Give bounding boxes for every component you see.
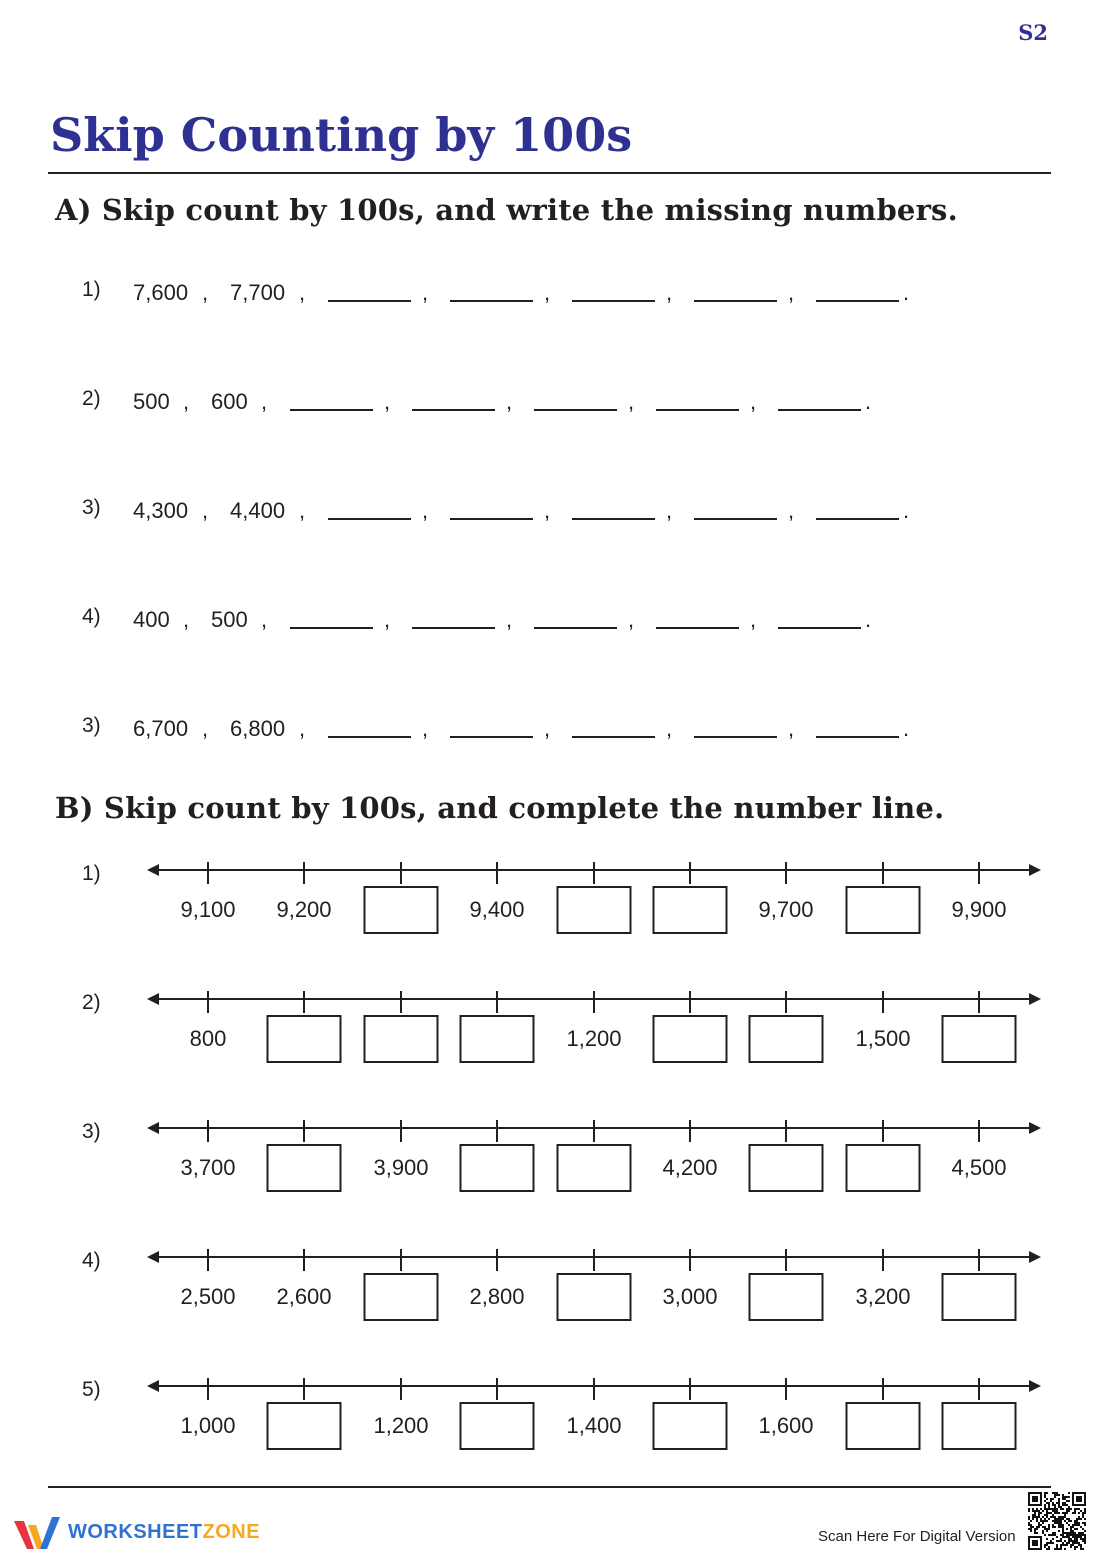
row-number: 2) — [82, 387, 101, 410]
comma-separator: , — [202, 716, 209, 741]
number-label: 2,800 — [469, 1284, 525, 1309]
row-number: 4) — [82, 1249, 101, 1272]
answer-blank[interactable] — [694, 736, 777, 738]
period: . — [865, 607, 872, 632]
arrow-left-icon — [147, 1122, 159, 1134]
comma-separator: , — [299, 498, 306, 523]
sequence-row — [0, 496, 1100, 536]
given-number: 400 — [133, 607, 170, 632]
given-number: 7,600 — [133, 280, 189, 305]
answer-blank[interactable] — [450, 518, 533, 520]
page-code: S2 — [1018, 20, 1048, 45]
given-number: 4,400 — [230, 498, 286, 523]
arrow-left-icon — [147, 993, 159, 1005]
arrow-right-icon — [1029, 1251, 1041, 1263]
answer-box[interactable] — [267, 1402, 342, 1450]
given-number: 600 — [211, 389, 248, 414]
number-label: 1,200 — [566, 1026, 622, 1051]
number-line — [0, 1120, 1100, 1150]
brand-part-1: WORKSHEET — [68, 1521, 203, 1543]
sequence-row — [0, 387, 1100, 427]
answer-blank[interactable] — [328, 736, 411, 738]
answer-blank[interactable] — [450, 736, 533, 738]
number-label: 3,700 — [180, 1155, 236, 1180]
comma-separator: , — [299, 716, 306, 741]
comma-separator: , — [666, 498, 673, 523]
period: . — [903, 498, 910, 523]
answer-blank[interactable] — [778, 409, 861, 411]
answer-box[interactable] — [364, 1015, 439, 1063]
answer-box[interactable] — [942, 1273, 1017, 1321]
comma-separator: , — [788, 280, 795, 305]
answer-blank[interactable] — [816, 736, 899, 738]
answer-blank[interactable] — [572, 518, 655, 520]
number-line — [0, 1378, 1100, 1408]
comma-separator: , — [384, 607, 391, 632]
number-label: 9,700 — [758, 897, 814, 922]
row-number: 1) — [82, 862, 101, 885]
section-b-heading: B) Skip count by 100s, and complete the number line. — [55, 791, 945, 825]
answer-blank[interactable] — [572, 736, 655, 738]
comma-separator: , — [628, 389, 635, 414]
period: . — [903, 280, 910, 305]
comma-separator: , — [666, 716, 673, 741]
arrow-left-icon — [147, 864, 159, 876]
row-number: 3) — [82, 1120, 101, 1143]
number-label: 3,000 — [662, 1284, 718, 1309]
number-line-row — [0, 991, 1100, 1101]
comma-separator: , — [422, 716, 429, 741]
number-label: 9,100 — [180, 897, 236, 922]
answer-box[interactable] — [942, 1402, 1017, 1450]
footer-divider — [48, 1486, 1051, 1488]
number-label: 1,200 — [373, 1413, 429, 1438]
number-label: 9,400 — [469, 897, 525, 922]
comma-separator: , — [544, 280, 551, 305]
comma-separator: , — [788, 716, 795, 741]
number-label: 800 — [189, 1026, 227, 1051]
arrow-right-icon — [1029, 1122, 1041, 1134]
answer-blank[interactable] — [290, 627, 373, 629]
comma-separator: , — [202, 498, 209, 523]
brand-part-2: ZONE — [202, 1521, 261, 1543]
answer-box[interactable] — [653, 1015, 728, 1063]
comma-separator: , — [628, 607, 635, 632]
given-number: 4,300 — [133, 498, 189, 523]
answer-blank[interactable] — [816, 300, 899, 302]
number-label: 1,400 — [566, 1413, 622, 1438]
answer-box[interactable] — [460, 1144, 535, 1192]
answer-box[interactable] — [846, 886, 921, 934]
number-line-row — [0, 1120, 1100, 1230]
brand-name — [68, 1521, 260, 1544]
answer-box[interactable] — [653, 1402, 728, 1450]
answer-blank[interactable] — [572, 300, 655, 302]
row-number: 4) — [82, 605, 101, 628]
given-number: 7,700 — [230, 280, 286, 305]
answer-box[interactable] — [460, 1015, 535, 1063]
given-number: 500 — [133, 389, 170, 414]
row-number: 5) — [82, 1378, 101, 1401]
sequence-row — [0, 278, 1100, 318]
arrow-right-icon — [1029, 993, 1041, 1005]
number-label: 1,500 — [855, 1026, 911, 1051]
row-number: 1) — [82, 278, 101, 301]
number-label: 4,200 — [662, 1155, 718, 1180]
number-label: 4,500 — [951, 1155, 1007, 1180]
comma-separator: , — [384, 389, 391, 414]
answer-blank[interactable] — [656, 627, 739, 629]
comma-separator: , — [183, 607, 190, 632]
number-line — [0, 991, 1100, 1021]
answer-blank[interactable] — [534, 627, 617, 629]
comma-separator: , — [506, 389, 513, 414]
number-line-row — [0, 862, 1100, 972]
given-number: 6,800 — [230, 716, 286, 741]
comma-separator: , — [750, 607, 757, 632]
scan-caption: Scan Here For Digital Version — [818, 1528, 1016, 1545]
answer-box[interactable] — [364, 886, 439, 934]
answer-box[interactable] — [749, 1273, 824, 1321]
answer-blank[interactable] — [328, 518, 411, 520]
title-divider — [48, 172, 1051, 174]
number-label: 3,900 — [373, 1155, 429, 1180]
comma-separator: , — [750, 389, 757, 414]
answer-blank[interactable] — [412, 409, 495, 411]
answer-box[interactable] — [557, 1144, 632, 1192]
number-line — [0, 1249, 1100, 1279]
answer-blank[interactable] — [290, 409, 373, 411]
comma-separator: , — [544, 716, 551, 741]
answer-box[interactable] — [460, 1402, 535, 1450]
given-number: 6,700 — [133, 716, 189, 741]
comma-separator: , — [544, 498, 551, 523]
comma-separator: , — [261, 389, 268, 414]
number-label: 2,600 — [276, 1284, 332, 1309]
answer-box[interactable] — [749, 1015, 824, 1063]
answer-box[interactable] — [653, 886, 728, 934]
sequence-row — [0, 605, 1100, 645]
comma-separator: , — [422, 280, 429, 305]
answer-blank[interactable] — [816, 518, 899, 520]
arrow-left-icon — [147, 1251, 159, 1263]
comma-separator: , — [202, 280, 209, 305]
page-title: Skip Counting by 100s — [50, 108, 633, 162]
answer-blank[interactable] — [412, 627, 495, 629]
number-label: 1,600 — [758, 1413, 814, 1438]
answer-box[interactable] — [749, 1144, 824, 1192]
number-label: 9,200 — [276, 897, 332, 922]
answer-box[interactable] — [557, 886, 632, 934]
period: . — [865, 389, 872, 414]
comma-separator: , — [666, 280, 673, 305]
answer-box[interactable] — [846, 1144, 921, 1192]
row-number: 3) — [82, 496, 101, 519]
arrow-right-icon — [1029, 864, 1041, 876]
qr-code-icon[interactable] — [1028, 1492, 1086, 1550]
answer-box[interactable] — [942, 1015, 1017, 1063]
answer-box[interactable] — [364, 1273, 439, 1321]
answer-box[interactable] — [267, 1144, 342, 1192]
comma-separator: , — [261, 607, 268, 632]
number-label: 1,000 — [180, 1413, 236, 1438]
comma-separator: , — [506, 607, 513, 632]
number-label: 2,500 — [180, 1284, 236, 1309]
answer-box[interactable] — [267, 1015, 342, 1063]
answer-blank[interactable] — [450, 300, 533, 302]
comma-separator: , — [299, 280, 306, 305]
number-line — [0, 862, 1100, 892]
given-number: 500 — [211, 607, 248, 632]
comma-separator: , — [788, 498, 795, 523]
period: . — [903, 716, 910, 741]
answer-blank[interactable] — [534, 409, 617, 411]
answer-blank[interactable] — [656, 409, 739, 411]
row-number: 2) — [82, 991, 101, 1014]
row-number: 3) — [82, 714, 101, 737]
answer-box[interactable] — [557, 1273, 632, 1321]
sequence-row — [0, 714, 1100, 754]
number-line-row — [0, 1249, 1100, 1359]
answer-blank[interactable] — [694, 518, 777, 520]
arrow-right-icon — [1029, 1380, 1041, 1392]
answer-box[interactable] — [846, 1402, 921, 1450]
section-a-heading: A) Skip count by 100s, and write the missing numbers. — [55, 193, 958, 227]
arrow-left-icon — [147, 1380, 159, 1392]
answer-blank[interactable] — [694, 300, 777, 302]
answer-blank[interactable] — [778, 627, 861, 629]
comma-separator: , — [183, 389, 190, 414]
comma-separator: , — [422, 498, 429, 523]
number-label: 3,200 — [855, 1284, 911, 1309]
answer-blank[interactable] — [328, 300, 411, 302]
number-line-row — [0, 1378, 1100, 1488]
worksheetzone-logo-icon — [14, 1513, 62, 1553]
number-label: 9,900 — [951, 897, 1007, 922]
